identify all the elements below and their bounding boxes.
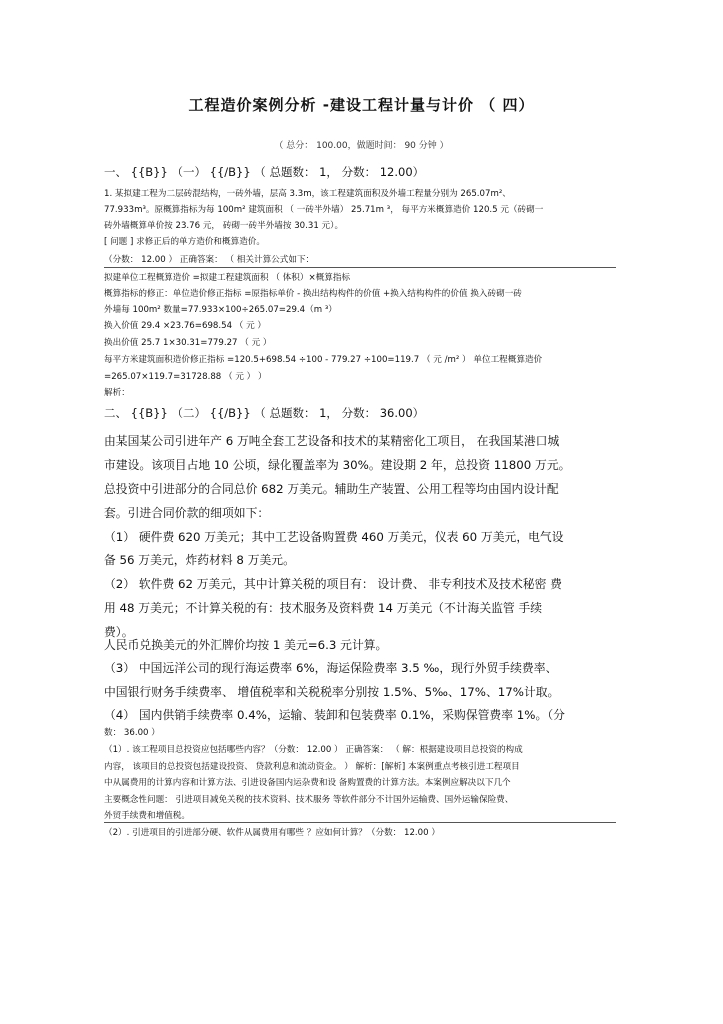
section-1-header: 一、 {{B}} （一） {{/B}} （ 总题数： 1， 分数： 12.00） [104,165,425,179]
q2-line: 由某国某公司引进年产 6 万吨全套工艺设备和技术的某精密化工项目， 在我国某港口城 [104,434,560,448]
q1-line: 砖外墙概算单价按 23.76 元， 砖砌一砖半外墙按 30.31 元）。 [104,221,344,231]
q1-line: 换出价值 25.7 1×30.31=779.27 （ 元 ） [104,338,272,348]
q2-line: （1） 硬件费 620 万美元；其中工艺设备购置费 460 万美元，仪表 60 万美元，电气设 [104,530,564,544]
q2-line: 用 48 万美元；不计算关税的有：技术服务及资料费 14 万美元（不计海关监管 手续 [104,601,543,615]
q1-line: 拟建单位工程概算造价 =拟建工程建筑面积 （ 体积）×概算指标 [104,273,351,283]
q2-subquestion-2: （2）. 引进项目的引进部分硬、软件从属费用有哪些 ？应如何计算？（分数： 12.00 ） [104,828,440,838]
q2-line: 数： 36.00 ） [104,728,160,738]
q1-line: =265.07×119.7=31728.88 （ 元 ） ） [104,372,267,382]
q2-line: 费）。 [104,625,134,639]
q2-line: 备 56 万美元，炸药材料 8 万美元。 [104,553,295,567]
document-title: 工程造价案例分析 -建设工程计量与计价 （ 四） [188,96,535,114]
q2-line: 套。引进合同价款的细项如下： [104,506,270,520]
q1-line: 换入价值 29.4 ×23.76=698.54 （ 元 ） [104,321,267,331]
q2-answer-line: （1）. 该工程项目总投资应包括哪些内容？（分数： 12.00 ） 正确答案： （ 解：根据建设项目总投资的构成 [104,745,523,755]
document-meta: （ 总分： 100.00，做题时间： 90 分钟 ） [274,141,449,151]
q2-answer-line: 内容， 该项目的总投资包括建设投资、 贷款利息和流动资金。 ） 解析：[解析] 本案例重点考核引进工程项目 [104,762,520,772]
q2-answer-line: 外贸手续费和增值税。 [104,811,190,821]
q1-explanation-label: 解析： [104,388,130,398]
q2-answer-line: 中从属费用的计算内容和计算方法、引进设备国内运杂费和设 备购置费的计算方法。本案例应解决以下几个 [104,778,511,788]
q2-line: （4） 国内供销手续费率 0.4%，运输、装卸和包装费率 0.1%，采购保管费率 1%。（分 [104,708,565,722]
q1-line: 外墙每 100m² 数量=77.933×100÷265.07=29.4（m ³） [104,305,337,315]
q2-line: 市建设。该项目占地 10 公顷，绿化覆盖率为 30%。建设期 2 年，总投资 11800 万元。 [104,458,571,472]
q2-line: （3） 中国远洋公司的现行海运费率 6%，海运保险费率 3.5 ‰，现行外贸手续费率、 [104,661,558,675]
divider [104,267,616,268]
section-2-header: 二、 {{B}} （二） {{/B}} （ 总题数： 1， 分数： 36.00） [104,406,425,420]
q1-line: 每平方米建筑面积造价修正指标 =120.5+698.54 ÷100 - 779.27 ÷100=119.7 （ 元 /m² ） 单位工程概算造价 [104,355,543,365]
q2-line: 总投资中引进部分的合同总价 682 万美元。辅助生产装置、公用工程等均由国内设计配 [104,482,559,496]
q1-line: （分数： 12.00 ） 正确答案： （ 相关计算公式如下： [104,255,315,265]
divider [104,822,616,823]
q1-line: [ 问题 ] 求修正后的单方造价和概算造价。 [104,237,265,247]
q2-line: （2） 软件费 62 万美元，其中计算关税的项目有： 设计费、 非专利技术及技术秘密 费 [104,577,562,591]
q2-line: 中国银行财务手续费率、 增值税率和关税税率分别按 1.5%、5‰、17%、17%计取。 [104,685,560,699]
q1-line: 77.933m³。原概算指标为每 100m² 建筑面积 （ 一砖半外墙） 25.71m ³， 每平方米概算造价 120.5 元（砖砌一 [104,205,544,215]
q1-line: 1. 某拟建工程为二层砖混结构，一砖外墙，层高 3.3m，该工程建筑面积及外墙工程量分别为 265.07m²、 [104,189,511,199]
q1-line: 概算指标的修正：单位造价修正指标 =原指标单价 - 换出结构构件的价值 +换入结构构件的价值 换入砖砌一砖 [104,289,522,299]
q2-line: 人民币兑换美元的外汇牌价均按 1 美元=6.3 元计算。 [104,638,388,652]
q2-answer-line: 主要概念性问题： 引进项目减免关税的技术资料、技术服务 等软件部分不计国外运输费、国外运输保险费、 [104,795,514,805]
